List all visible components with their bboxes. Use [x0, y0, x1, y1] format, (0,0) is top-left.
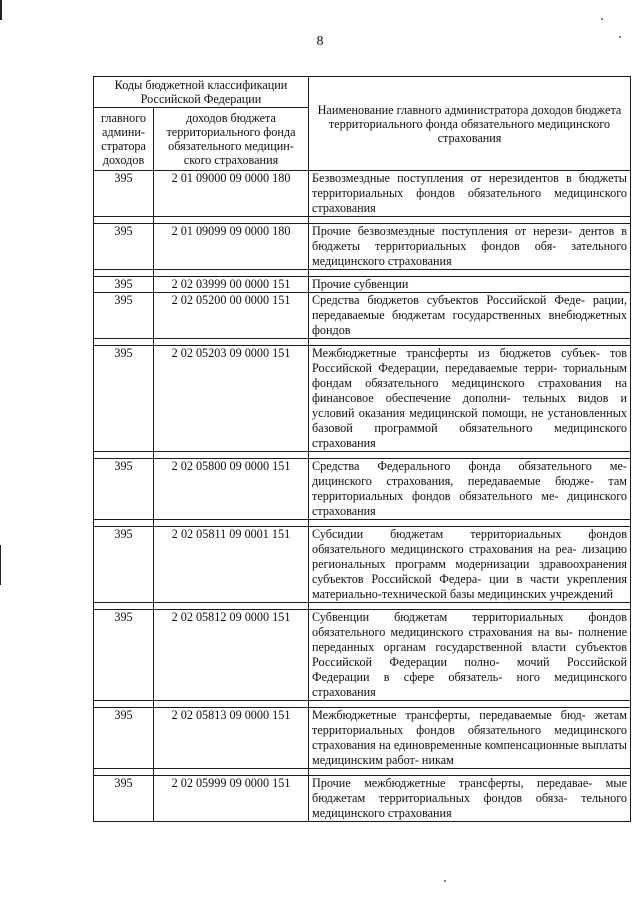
name-column-header: Наименование главного администратора доходов бюджета территориального фонда обязательного медицинского страхования: [309, 77, 631, 171]
description-cell: Безвозмездные поступления от нерезидентов в бюджеты территориальных фондов обязательного медицинского страхования: [309, 171, 631, 217]
income-column-header: доходов бюджета территориального фонда обязательного медицин- ского страхования: [154, 108, 309, 171]
table-row: [94, 171, 631, 217]
description-cell: Прочие безвозмездные поступления от нерези- дентов в бюджеты территориальных фондов обя- зательного медицинского страхования: [309, 224, 631, 270]
description-cell: Средства бюджетов субъектов Российской Феде- рации, передаваемые бюджетам государственных внебюджетных фондов: [309, 293, 631, 339]
budget-classification-table: [93, 76, 631, 822]
table-row: [94, 346, 631, 452]
scan-speck: [444, 880, 446, 882]
description-cell: Межбюджетные трансферты из бюджетов субъек- тов Российской Федерации, передаваемые терри- ториальным фондам обязательного медицинского страхования на финансовое обеспечение дополни- тельных видов и условий оказания медицинской помощи, не установленных базовой программой обязательного медицинского страхования: [309, 346, 631, 452]
description-cell: Прочие субвенции: [309, 277, 631, 293]
row-gap: [94, 520, 631, 527]
income-code-cell: 2 02 05813 09 0000 151: [154, 708, 309, 769]
page-number: 8: [316, 34, 324, 49]
table-row: [94, 708, 631, 769]
income-code-cell: 2 02 05200 00 0000 151: [154, 293, 309, 339]
scan-speck: [619, 36, 621, 38]
table-row: [94, 527, 631, 603]
description-cell: Средства Федерального фонда обязательного ме- дицинского страхования, передаваемые бюдже- там территориальных фондов обязательного ме- дицинского страхования: [309, 459, 631, 520]
income-code-cell: 2 02 05203 09 0000 151: [154, 346, 309, 452]
admin-code-cell: 395: [94, 277, 154, 293]
admin-code-cell: 395: [94, 171, 154, 217]
table-row: [94, 224, 631, 270]
table-row: [94, 776, 631, 822]
admin-code-cell: 395: [94, 776, 154, 822]
table-row: [94, 277, 631, 293]
income-code-cell: 2 02 05999 09 0000 151: [154, 776, 309, 822]
admin-code-cell: 395: [94, 527, 154, 603]
income-code-cell: 2 01 09099 09 0000 180: [154, 224, 309, 270]
row-gap: [94, 339, 631, 346]
table-row: [94, 459, 631, 520]
table-row: [94, 610, 631, 701]
row-gap: [94, 603, 631, 610]
row-gap: [94, 769, 631, 776]
income-code-cell: 2 02 05811 09 0001 151: [154, 527, 309, 603]
description-cell: Субвенции бюджетам территориальных фондов обязательного медицинского страхования на вы- полнение переданных органам государственной власти субъектов Российской Федерации полно- мочий Российской Федерации в сфере обязатель- ного медицинского страхования: [309, 610, 631, 701]
scan-edge-mark: [0, 545, 1, 585]
admin-code-cell: 395: [94, 708, 154, 769]
income-code-cell: 2 02 05812 09 0000 151: [154, 610, 309, 701]
admin-code-cell: 395: [94, 610, 154, 701]
admin-code-cell: 395: [94, 224, 154, 270]
income-code-cell: 2 02 05800 09 0000 151: [154, 459, 309, 520]
scan-speck: [601, 18, 603, 20]
description-cell: Субсидии бюджетам территориальных фондов обязательного медицинского страхования на реа- лизацию региональных программ модернизации здравоохранения субъектов Российской Федера- ции в части укрепления материально-технической базы медицинских учреждений: [309, 527, 631, 603]
admin-code-cell: 395: [94, 293, 154, 339]
admin-column-header: главного админи- стратора доходов: [94, 108, 154, 171]
income-code-cell: 2 02 03999 00 0000 151: [154, 277, 309, 293]
description-cell: Прочие межбюджетные трансферты, передавае- мые бюджетам территориальных фондов обяза- тельного медицинского страхования: [309, 776, 631, 822]
row-gap: [94, 270, 631, 277]
admin-code-cell: 395: [94, 346, 154, 452]
row-gap: [94, 452, 631, 459]
codes-group-header: Коды бюджетной классификации Российской Федерации: [94, 77, 309, 108]
income-code-cell: 2 01 09000 09 0000 180: [154, 171, 309, 217]
row-gap: [94, 701, 631, 708]
scan-edge-mark: [0, 0, 2, 20]
table-row: [94, 293, 631, 339]
description-cell: Межбюджетные трансферты, передаваемые бюд- жетам территориальных фондов обязательного медицинского страхования на единовременные компенсационные выплаты медицинским работ- никам: [309, 708, 631, 769]
row-gap: [94, 217, 631, 224]
admin-code-cell: 395: [94, 459, 154, 520]
